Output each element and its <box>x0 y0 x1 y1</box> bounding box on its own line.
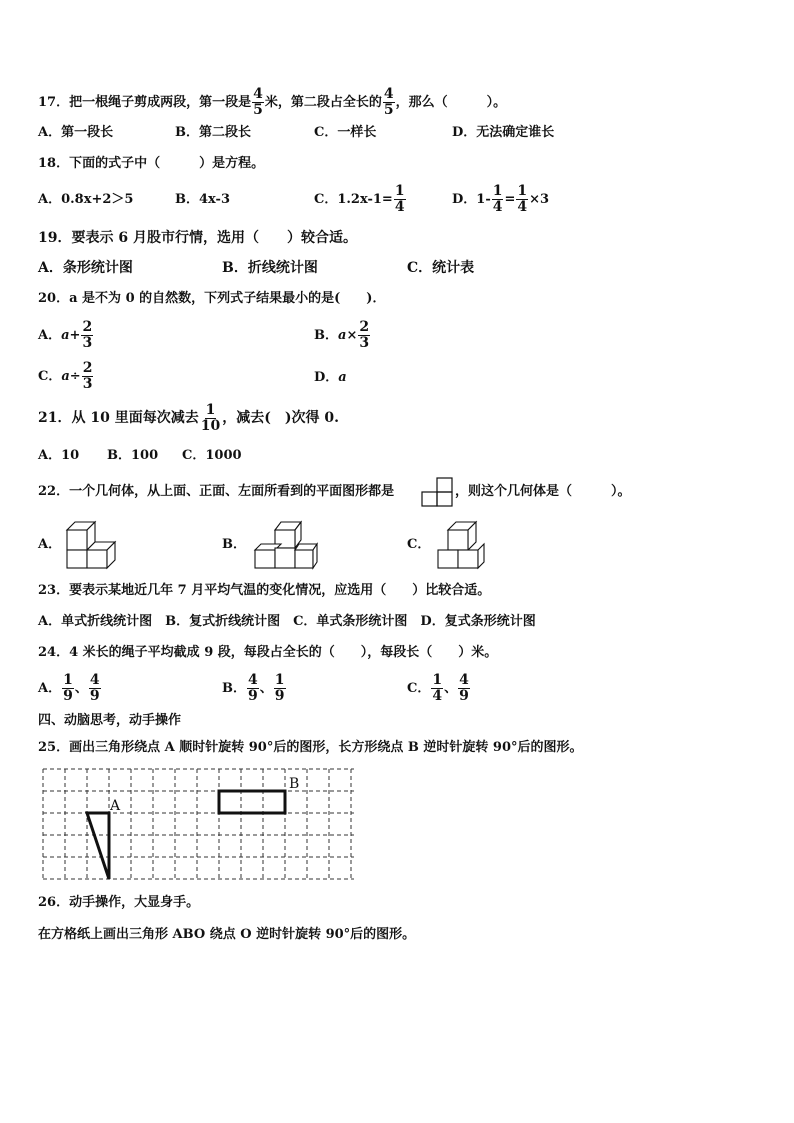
q22-option-c-label[interactable]: C． <box>407 537 431 552</box>
q24-c-f1-den: 4 <box>432 688 443 704</box>
q25-rectangle <box>219 791 285 813</box>
q24-c-label: C． <box>407 681 431 696</box>
q25-grid <box>42 768 356 884</box>
q17-f2-den: 5 <box>383 102 394 118</box>
q20-c-label: C． <box>38 369 62 384</box>
q18-d-text-2: = <box>504 192 516 207</box>
q20-b-den: 3 <box>359 335 370 351</box>
q24-c-f1-num: 1 <box>432 672 443 688</box>
q20-option-a[interactable] <box>38 318 94 354</box>
q22-option-a-label[interactable]: A． <box>38 537 62 552</box>
q20-b-num: 2 <box>359 319 370 335</box>
q19-option-b[interactable]: B．折线统计图 <box>222 260 318 276</box>
q20-d-label: D． <box>314 370 339 385</box>
q26-stem: 26．动手操作，大显身手。 <box>38 895 200 910</box>
q22-option-b-cubes[interactable] <box>253 518 319 570</box>
q24-a-fraction-2 <box>89 673 101 704</box>
q24-c-sep: 、 <box>444 681 458 696</box>
q21-den: 10 <box>200 417 221 434</box>
q24-b-f1-num: 4 <box>248 672 258 688</box>
q17-stem <box>38 87 506 118</box>
q17-option-b[interactable]: B．第二段长 <box>175 125 251 140</box>
q20-b-label: B． <box>314 328 338 343</box>
q24-a-f1-den: 9 <box>63 688 73 704</box>
q19-option-c[interactable]: C．统计表 <box>407 260 475 276</box>
q18-d-text-1: D．1- <box>452 192 491 207</box>
q17-fraction-1 <box>252 87 264 118</box>
q24-a-label: A． <box>38 681 62 696</box>
q24-b-fraction-2 <box>274 673 286 704</box>
q24-c-f2-den: 9 <box>459 688 469 704</box>
q18-d-f2-den: 4 <box>517 199 528 215</box>
q22-stem-1: 22．一个几何体，从上面、正面、左面所看到的平面图形都是 <box>38 484 395 499</box>
q18-c-text: C．1.2x-1= <box>314 192 393 207</box>
q21-text-2: ，减去( )次得 0. <box>222 410 339 426</box>
q17-option-d[interactable]: D．无法确定谁长 <box>452 125 555 140</box>
q20-a-var: a <box>61 328 70 343</box>
q20-b-op: × <box>346 328 358 343</box>
q18-option-c[interactable] <box>314 182 407 218</box>
q18-d-f1-num: 1 <box>492 183 503 199</box>
q20-a-num: 2 <box>82 319 93 335</box>
q23-stem: 23．要表示某地近几年 7 月平均气温的变化情况，应选用（ ）比较合适。 <box>38 583 491 598</box>
q24-a-sep: 、 <box>74 681 88 696</box>
q17-text-2: 米，第二段占全长的 <box>264 95 382 110</box>
section-title: 四、动脑思考，动手操作 <box>38 713 182 728</box>
q18-c-fraction <box>394 184 406 215</box>
q21-option-a[interactable]: A．10 <box>38 448 80 463</box>
q24-b-fraction-1 <box>247 673 259 704</box>
q24-c-f2-num: 4 <box>459 672 469 688</box>
q21-option-c[interactable]: C．1000 <box>182 448 242 463</box>
q17-option-a[interactable]: A．第一段长 <box>38 125 114 140</box>
q24-a-f2-num: 4 <box>89 672 100 688</box>
q21-option-b[interactable]: B．100 <box>107 448 159 463</box>
q18-d-fraction-2 <box>516 184 528 215</box>
q21-num: 1 <box>205 401 216 418</box>
q18-option-d[interactable] <box>452 182 549 218</box>
q24-stem: 24．4 米长的绳子平均截成 9 段，每段占全长的（ ），每段长（ ）米。 <box>38 645 498 660</box>
q24-option-b[interactable] <box>222 671 287 707</box>
q20-option-b[interactable] <box>314 318 371 354</box>
q24-c-fraction-2 <box>458 673 470 704</box>
q21-text-1: 21．从 10 里面每次减去 <box>38 410 199 426</box>
q20-a-label: A． <box>38 328 62 343</box>
q24-b-label: B． <box>222 681 246 696</box>
q20-stem: 20．a 是不为 0 的自然数，下列式子结果最小的是( )． <box>38 291 386 306</box>
q17-text-3: ，那么（ ）。 <box>395 95 507 110</box>
q25-label-b: B <box>289 776 300 792</box>
q18-d-f1-den: 4 <box>492 199 503 215</box>
q26-desc: 在方格纸上画出三角形 ABO 绕点 O 逆时针旋转 90°后的图形。 <box>38 927 416 942</box>
q20-c-var: a <box>61 369 70 384</box>
q20-a-op: + <box>69 328 81 343</box>
q24-c-fraction-1 <box>431 673 443 704</box>
q18-stem: 18．下面的式子中（ ）是方程。 <box>38 156 265 171</box>
q20-option-c[interactable] <box>38 359 94 395</box>
q24-option-a[interactable] <box>38 671 102 707</box>
q24-a-fraction-1 <box>62 673 74 704</box>
q24-option-c[interactable] <box>407 671 471 707</box>
q24-a-f1-num: 1 <box>63 672 73 688</box>
q18-option-a[interactable]: A．0.8x+2＞5 <box>38 192 134 207</box>
q20-d-var: a <box>338 370 347 385</box>
q20-option-d[interactable] <box>314 369 347 387</box>
q20-c-op: ÷ <box>69 369 81 384</box>
q18-d-f2-num: 1 <box>517 183 528 199</box>
q20-a-den: 3 <box>82 335 93 351</box>
q24-b-sep: 、 <box>259 681 273 696</box>
q18-d-text-3: ×3 <box>529 192 550 207</box>
q25-stem: 25．画出三角形绕点 A 顺时针旋转 90°后的图形，长方形绕点 B 逆时针旋转 90°后的图形。 <box>38 740 583 755</box>
q19-stem: 19．要表示 6 月股市行情，选用（ ）较合适。 <box>38 230 357 246</box>
q22-option-c-cubes[interactable] <box>436 518 488 570</box>
q20-c-fraction <box>82 361 94 392</box>
q23-options[interactable]: A．单式折线统计图 B．复式折线统计图 C．单式条形统计图 D．复式条形统计图 <box>38 614 536 629</box>
q22-option-a-cubes[interactable] <box>65 518 127 570</box>
q17-option-c[interactable]: C．一样长 <box>314 125 377 140</box>
q20-c-num: 2 <box>82 360 93 376</box>
q18-d-fraction-1 <box>492 184 504 215</box>
q24-b-f1-den: 9 <box>248 688 258 704</box>
q18-c-den: 4 <box>394 199 405 215</box>
q25-triangle <box>87 813 109 879</box>
q22-view-figure <box>420 477 454 507</box>
q18-c-num: 1 <box>394 183 405 199</box>
q17-text-1: 17．把一根绳子剪成两段，第一段是 <box>38 95 252 110</box>
q25-label-a: A <box>110 798 121 814</box>
q21-fraction <box>200 403 221 434</box>
q24-b-f2-den: 9 <box>274 688 285 704</box>
q17-f1-den: 5 <box>253 102 263 118</box>
q22-option-b-label[interactable]: B． <box>222 537 246 552</box>
q19-option-a[interactable]: A．条形统计图 <box>38 260 133 276</box>
q24-b-f2-num: 1 <box>274 672 285 688</box>
q20-b-var: a <box>338 328 347 343</box>
q20-c-den: 3 <box>82 376 93 392</box>
q17-fraction-2 <box>383 87 395 118</box>
q24-a-f2-den: 9 <box>89 688 100 704</box>
q21-stem <box>38 400 339 436</box>
q22-stem-2: ，则这个几何体是（ ）。 <box>455 484 631 499</box>
q17-f2-num: 4 <box>383 86 394 102</box>
q18-option-b[interactable]: B．4x-3 <box>175 192 230 207</box>
q20-a-fraction <box>81 320 93 351</box>
q17-f1-num: 4 <box>253 86 263 102</box>
q20-b-fraction <box>358 320 370 351</box>
